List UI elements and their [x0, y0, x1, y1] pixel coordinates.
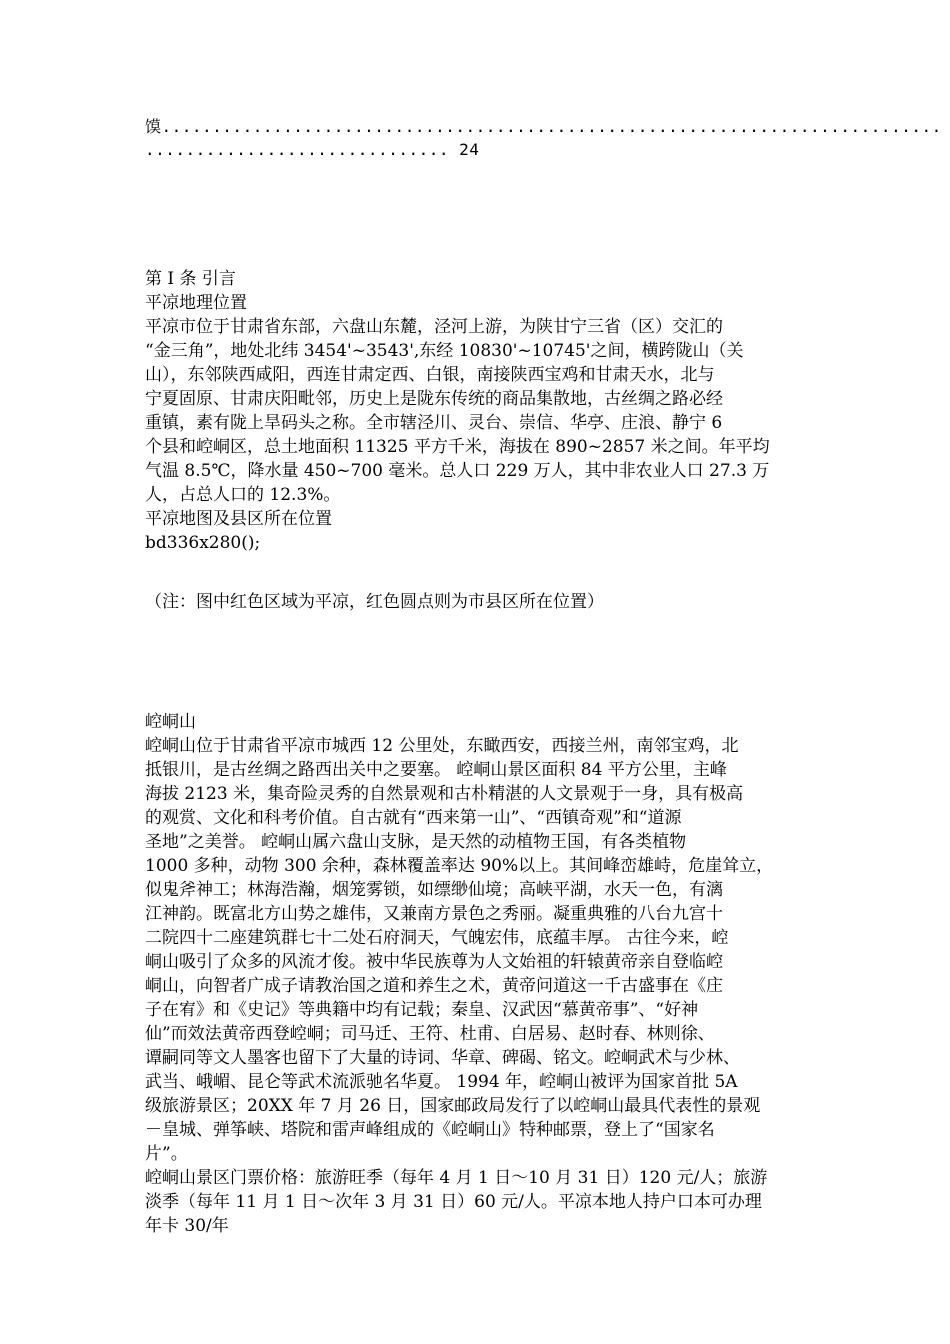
- paragraph-line: －皇城、弹筝峡、塔院和雷声峰组成的《崆峒山》特种邮票，登上了“国家名: [145, 1120, 715, 1140]
- ticket-price-line: 年卡 30/年: [145, 1216, 229, 1236]
- subheading-geography: 平凉地理位置: [145, 293, 247, 313]
- section-heading-kongtong: 崆峒山: [145, 712, 196, 732]
- paragraph-line: 片”。: [145, 1144, 188, 1164]
- paragraph-line: 的观赏、文化和科考价值。自古就有“西来第一山”、“西镇奇观”和“道源: [145, 808, 682, 828]
- toc-line-2: .............................. 24: [145, 140, 480, 159]
- paragraph-line: 气温 8.5℃，降水量 450~700 毫米。总人口 229 万人，其中非农业人口 27.3 万: [145, 461, 770, 481]
- paragraph-line: 平凉市位于甘肃省东部，六盘山东麓，泾河上游，为陕甘宁三省（区）交汇的: [145, 317, 723, 337]
- paragraph-line: 1000 多种，动物 300 余种，森林覆盖率达 90%以上。其间峰峦雄峙，危崖耸立，: [145, 856, 774, 876]
- paragraph-line: 似鬼斧神工；林海浩瀚，烟笼雾锁，如缥缈仙境；高峡平湖，水天一色，有漓: [145, 880, 723, 900]
- paragraph-line: 二院四十二座建筑群七十二处石府洞天，气魄宏伟，底蕴丰厚。 古往今来，崆: [145, 928, 729, 948]
- paragraph-line: 级旅游景区；20XX 年 7 月 26 日，国家邮政局发行了以崆峒山最具代表性的景观: [145, 1096, 761, 1116]
- paragraph-line: 人，占总人口的 12.3%。: [145, 485, 341, 505]
- ticket-price-line: 淡季（每年 11 月 1 日～次年 3 月 31 日）60 元/人。平凉本地人持户口本可办理: [145, 1192, 762, 1212]
- map-heading: 平凉地图及县区所在位置: [145, 509, 332, 529]
- paragraph-line: 个县和崆峒区，总土地面积 11325 平方千米，海拔在 890~2857 米之间。年平均: [145, 437, 770, 457]
- map-note: （注：图中红色区域为平凉，红色圆点则为市县区所在位置）: [145, 592, 604, 612]
- paragraph-line: 武当、峨嵋、昆仑等武术流派驰名华夏。 1994 年，崆峒山被评为国家首批 5A: [145, 1072, 738, 1092]
- paragraph-line: 宁夏固原、甘肃庆阳毗邻，历史上是陇东传统的商品集散地，古丝绸之路必经: [145, 389, 723, 409]
- paragraph-line: 峒山，向智者广成子请教治国之道和养生之术，黄帝问道这一千古盛事在《庄: [145, 976, 723, 996]
- paragraph-line: 重镇，素有陇上旱码头之称。全市辖泾川、灵台、崇信、华亭、庄浪、静宁 6: [145, 413, 723, 433]
- toc-line-1: 馍.............................................................................: [145, 117, 942, 136]
- section-heading: 第 I 条 引言: [145, 269, 236, 289]
- paragraph-line: 谭嗣同等文人墨客也留下了大量的诗词、华章、碑碣、铭文。崆峒武术与少林、: [145, 1048, 740, 1068]
- ticket-price-line: 崆峒山景区门票价格：旅游旺季（每年 4 月 1 日～10 月 31 日）120 元/人；旅游: [145, 1168, 768, 1188]
- paragraph-line: 圣地”之美誉。 崆峒山属六盘山支脉，是天然的动植物王国，有各类植物: [145, 832, 687, 852]
- ad-code: bd336x280();: [145, 533, 261, 553]
- paragraph-line: 海拔 2123 米，集奇险灵秀的自然景观和古朴精湛的人文景观于一身，具有极高: [145, 784, 744, 804]
- paragraph-line: 子在宥》和《史记》等典籍中均有记载；秦皇、汉武因“慕黄帝事”、“好神: [145, 1000, 699, 1020]
- paragraph-line: 抵银川，是古丝绸之路西出关中之要塞。 崆峒山景区面积 84 平方公里，主峰: [145, 760, 727, 780]
- paragraph-line: 仙”而效法黄帝西登崆峒；司马迁、王符、杜甫、白居易、赵时春、林则徐、: [145, 1024, 715, 1044]
- paragraph-line: 山），东邻陕西咸阳，西连甘肃定西、白银，南接陕西宝鸡和甘肃天水，北与: [145, 365, 715, 385]
- paragraph-line: 江神韵。既富北方山势之雄伟，又兼南方景色之秀丽。凝重典雅的八台九宫十: [145, 904, 723, 924]
- paragraph-line: 崆峒山位于甘肃省平凉市城西 12 公里处，东瞰西安，西接兰州，南邻宝鸡，北: [145, 736, 739, 756]
- paragraph-line: 峒山吸引了众多的风流才俊。被中华民族尊为人文始祖的轩辕黄帝亲自登临崆: [145, 952, 723, 972]
- paragraph-line: “金三角”，地处北纬 3454'~3543',东经 10830'~10745'之间，横跨陇山（关: [145, 341, 744, 361]
